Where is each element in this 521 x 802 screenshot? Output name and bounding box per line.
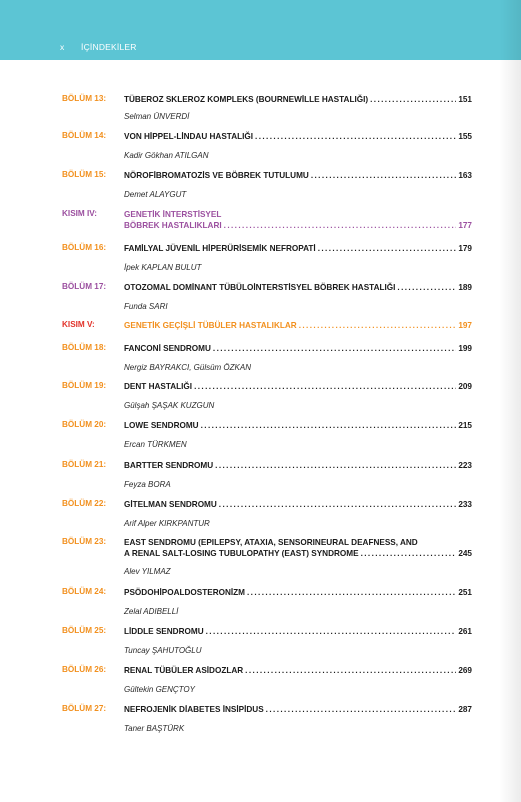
page-number: 155	[458, 132, 472, 141]
chapter-label: BÖLÜM 23:	[62, 537, 107, 546]
chapter-author: Taner BAŞTÜRK	[124, 724, 185, 733]
chapter-author: Kadir Gökhan ATILGAN	[124, 151, 209, 160]
chapter-label: BÖLÜM 19:	[62, 381, 107, 390]
running-header	[60, 42, 137, 52]
chapter-title: LİDDLE SENDROMU	[124, 627, 204, 636]
chapter-author: Ercan TÜRKMEN	[124, 440, 187, 449]
page-number: 287	[458, 705, 472, 714]
chapter-label: BÖLÜM 20:	[62, 420, 107, 429]
page-number: 163	[458, 171, 472, 180]
chapter-title: VON HİPPEL-LİNDAU HASTALIĞI	[124, 132, 254, 141]
page-number: 179	[458, 244, 472, 253]
chapter-author: Gültekin GENÇTOY	[124, 685, 195, 694]
chapter-label: BÖLÜM 18:	[62, 343, 107, 352]
chapter-author: Selman ÜNVERDİ	[124, 112, 190, 121]
chapter-author: Alev YILMAZ	[124, 567, 171, 576]
chapter-label: BÖLÜM 21:	[62, 460, 107, 469]
page-number: 233	[458, 500, 472, 509]
chapter-title: GİTELMAN SENDROMU	[124, 500, 217, 509]
chapter-title: FANCONİ SENDROMU	[124, 344, 211, 353]
page-number-roman: x	[60, 42, 65, 52]
chapter-label: BÖLÜM 16:	[62, 243, 107, 252]
page-number: 261	[458, 627, 472, 636]
part-label: KISIM V:	[62, 320, 95, 329]
part-title-line1: GENETİK İNTERSTİSYEL	[124, 210, 222, 219]
chapter-title: LOWE SENDROMU	[124, 421, 199, 430]
page-number: 215	[458, 421, 472, 430]
chapter-label: BÖLÜM 13:	[62, 94, 107, 103]
page-number: 223	[458, 461, 472, 470]
chapter-author: Zelal ADIBELLİ	[124, 607, 179, 616]
chapter-title: NÖROFİBROMATOZİS VE BÖBREK TUTULUMU	[124, 171, 309, 180]
page-number: 199	[458, 344, 472, 353]
chapter-author: Arif Alper KIRKPANTUR	[124, 519, 210, 528]
page-number: 251	[458, 588, 472, 597]
part-title-line2: BÖBREK HASTALIKLARI	[124, 221, 222, 230]
chapter-label: BÖLÜM 22:	[62, 499, 107, 508]
chapter-author: Gülşah ŞAŞAK KUZGUN	[124, 401, 215, 410]
chapter-label: BÖLÜM 25:	[62, 626, 107, 635]
chapter-label: BÖLÜM 17:	[62, 282, 107, 291]
page-number: 269	[458, 666, 472, 675]
page-number: 151	[458, 95, 472, 104]
page-number: 245	[458, 549, 472, 558]
page-number: 189	[458, 283, 472, 292]
chapter-title: DENT HASTALIĞI	[124, 382, 193, 391]
chapter-label: BÖLÜM 27:	[62, 704, 107, 713]
chapter-label: BÖLÜM 15:	[62, 170, 107, 179]
chapter-title: NEFROJENİK DİABETES İNSİPİDUS	[124, 705, 264, 714]
chapter-title: BARTTER SENDROMU	[124, 461, 214, 470]
page-number: 177	[458, 221, 472, 230]
part-label: KISIM IV:	[62, 209, 98, 218]
chapter-title-line2: A RENAL SALT-LOSING TUBULOPATHY (EAST) SYNDROME	[124, 549, 359, 558]
chapter-label: BÖLÜM 26:	[62, 665, 107, 674]
page-number: 197	[458, 321, 472, 330]
page-number: 209	[458, 382, 472, 391]
chapter-label: BÖLÜM 14:	[62, 131, 107, 140]
chapter-title: FAMİLYAL JÜVENİL HİPERÜRİSEMİK NEFROPATİ	[124, 244, 316, 253]
chapter-author: İpek KAPLAN BULUT	[124, 263, 202, 272]
chapter-author: Tuncay ŞAHUTOĞLU	[124, 646, 202, 655]
chapter-author: Demet ALAYGUT	[124, 190, 187, 199]
chapter-title: TÜBEROZ SKLEROZ KOMPLEKS (BOURNEWİLLE HASTALIĞI)	[124, 95, 369, 104]
chapter-title: RENAL TÜBÜLER ASİDOZLAR	[124, 666, 244, 675]
part-title: GENETİK GEÇİŞLİ TÜBÜLER HASTALIKLAR	[124, 321, 297, 330]
chapter-author: Funda SARI	[124, 302, 168, 311]
header-title: İÇİNDEKİLER	[81, 42, 137, 52]
chapter-title: OTOZOMAL DOMİNANT TÜBÜLOİNTERSTİSYEL BÖBREK HASTALIĞI	[124, 283, 396, 292]
chapter-author: Feyza BORA	[124, 480, 171, 489]
chapter-title: PSÖDOHİPOALDOSTERONİZM	[124, 588, 245, 597]
page-edge-shadow	[499, 0, 521, 802]
chapter-label: BÖLÜM 24:	[62, 587, 107, 596]
chapter-title-line1: EAST SENDROMU (EPILEPSY, ATAXIA, SENSORINEURAL DEAFNESS, AND	[124, 538, 418, 547]
chapter-author: Nergiz BAYRAKCI, Gülsüm ÖZKAN	[124, 363, 251, 372]
